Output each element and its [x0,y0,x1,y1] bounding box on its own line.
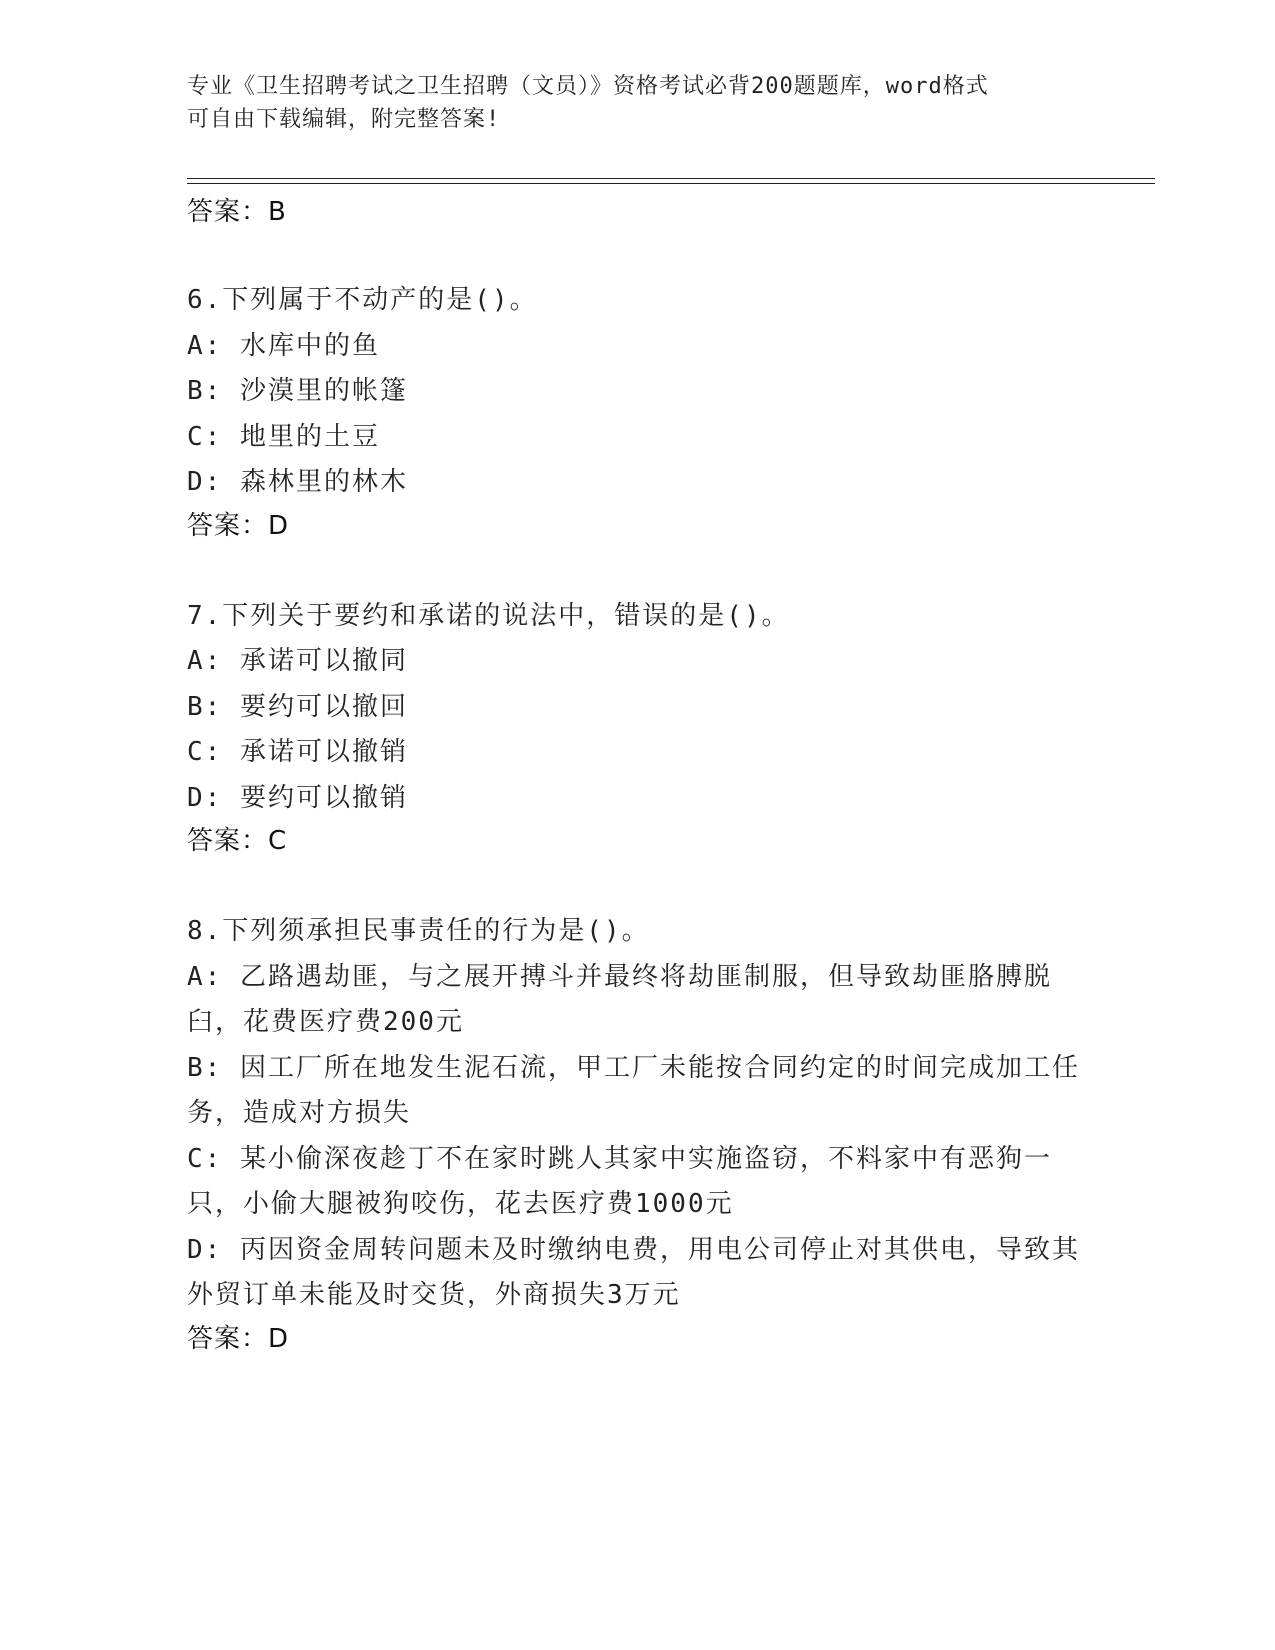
question-6 [187,278,1087,546]
option-b: B: 沙漠里的帐篷 [187,376,408,406]
header-title-line-2: 可自由下载编辑，附完整答案! [187,107,501,132]
header-title-line-1: 专业《卫生招聘考试之卫生招聘（文员）》资格考试必背200题题库，word格式 [187,74,989,99]
question-stem: 8.下列须承担民事责任的行为是()。 [187,916,650,946]
answer-label: 答案：D [187,510,290,541]
header-divider-bottom [187,183,1155,184]
answer-label: 答案：B [187,197,287,227]
answer-label: 答案：C [187,826,288,856]
document-body [187,192,1087,1407]
question-7 [187,594,1087,862]
option-b: B: 要约可以撤回 [187,691,408,722]
answer-label: 答案：D [187,1323,290,1354]
option-c: C: 承诺可以撤销 [187,737,408,767]
option-d: D: 丙因资金周转问题未及时缴纳电费，用电公司停止对其供电，导致其外贸订单未能及时交货，外商损失3万元 [187,1234,1080,1310]
option-c: C: 地里的土豆 [187,421,380,452]
option-d: D: 森林里的林木 [187,467,408,497]
option-c: C: 某小偷深夜趁丁不在家时跳人其家中实施盗窃，不料家中有恶狗一只，小偷大腿被狗咬伤，花去医疗费1000元 [187,1143,1052,1219]
option-a: A: 水库中的鱼 [187,330,380,361]
document-header [187,70,1067,136]
option-b: B: 因工厂所在地发生泥石流，甲工厂未能按合同约定的时间完成加工任务，造成对方损失 [187,1052,1080,1128]
header-divider-top [187,178,1155,179]
question-stem: 6.下列属于不动产的是()。 [187,285,538,315]
option-a: A: 承诺可以撤同 [187,646,408,676]
question-8 [187,909,1087,1359]
option-d: D: 要约可以撤销 [187,782,408,813]
option-a: A: 乙路遇劫匪，与之展开搏斗并最终将劫匪制服，但导致劫匪胳膊脱臼，花费医疗费200元 [187,961,1052,1037]
question-stem: 7.下列关于要约和承诺的说法中，错误的是()。 [187,600,790,631]
